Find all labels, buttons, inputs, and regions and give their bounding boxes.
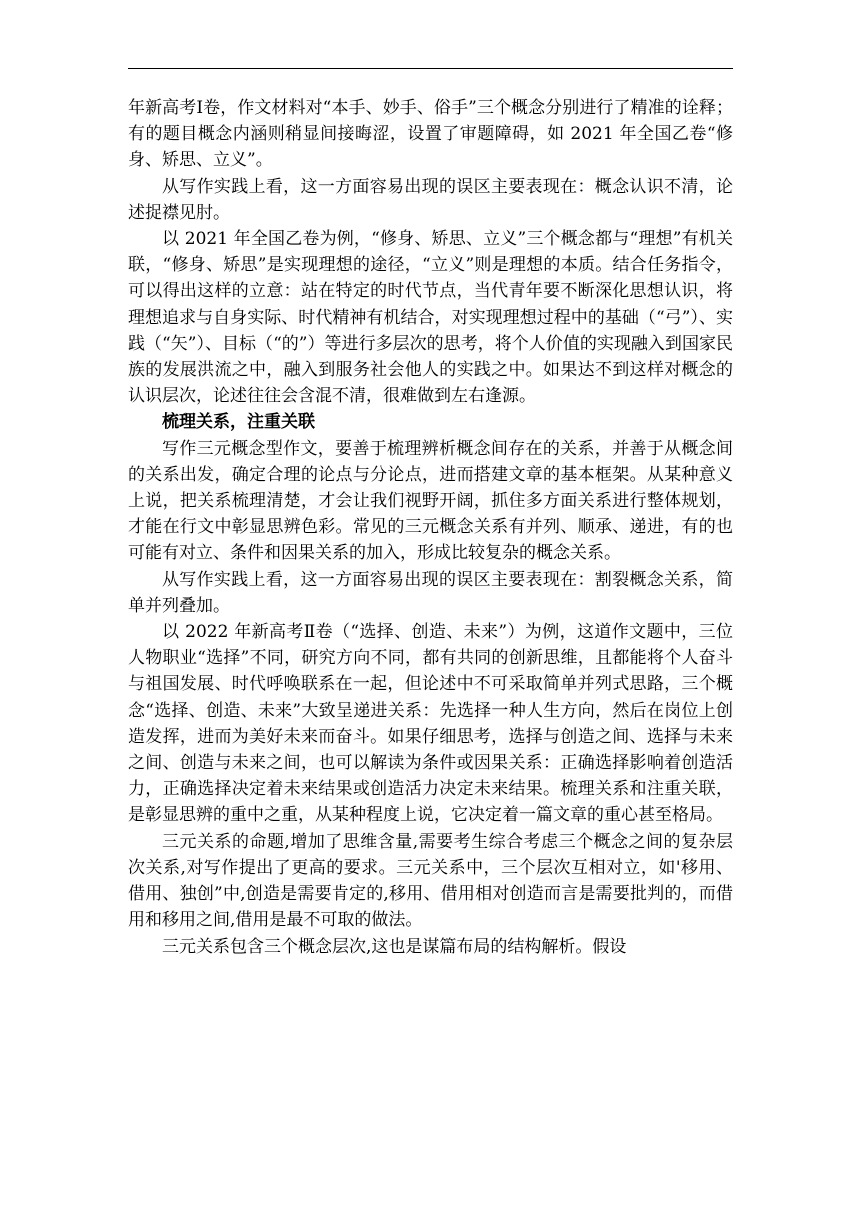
section-heading: 梳理关系，注重关联 [162, 412, 315, 433]
paragraph-structure: 三元关系包含三个概念层次,这也是谋篇布局的结构解析。假设 [162, 936, 627, 957]
header-rule [128, 68, 733, 69]
paragraph-relations: 写作三元概念型作文，要善于梳理辨析概念间存在的关系，并善于从概念间的关系出发，确定合理的论点与分论点，进而搭建文章的基本框架。从某种意义上说，把关系梳理清楚，才会让我们视野开阔，抓住多方面关系进行整体规划，才能在行文中彰显思辨色彩。常见的三元概念关系有并列、顺承、递进，有的也可能有对立、条件和因果关系的加入，形成比较复杂的概念关系。 [128, 438, 733, 564]
paragraph-example-2022: 以 2022 年新高考Ⅱ卷（“选择、创造、未来”）为例，这道作文题中，三位人物职业“选择”不同，研究方向不同，都有共同的创新思维，且都能将个人奋斗与祖国发展、时代呼唤联系在一起，但论述中不可采取简单并列式思路，三个概念“选择、创造、未来”大致呈递进关系：先选择一种人生方向，然后在岗位上创造发挥，进而为美好未来而奋斗。如果仔细思考，选择与创造之间、选择与未来之间、创造与未来之间，也可以解读为条件或因果关系：正确选择影响着创造活力，正确选择决定着未来结果或创造活力决定未来结果。梳理关系和注重关联，是彰显思辨的重中之重，从某种程度上说，它决定着一篇文章的重心甚至格局。 [128, 622, 733, 826]
paragraph-misconception-2: 从写作实践上看，这一方面容易出现的误区主要表现在：割裂概念关系，简单并列叠加。 [128, 569, 733, 616]
paragraph-triple-relation: 三元关系的命题,增加了思维含量,需要考生综合考虑三个概念之间的复杂层次关系,对写作提出了更高的要求。三元关系中，三个层次互相对立，如'移用、借用、独创”中,创造是需要肯定的,移用、借用相对创造而言是需要批判的，而借用和移用之间,借用是最不可取的做法。 [128, 831, 733, 931]
paragraph-example-2021: 以 2021 年全国乙卷为例，“修身、矫思、立义”三个概念都与“理想”有机关联，“修身、矫思”是实现理想的途径，“立义”则是理想的本质。结合任务指令，可以得出这样的立意：站在特定的时代节点，当代青年要不断深化思想认识，将理想追求与自身实际、时代精神有机结合，对实现理想过程中的基础（“弓”）、实践（“矢”）、目标（“的”）等进行多层次的思考，将个人价值的实现融入到国家民族的发展洪流之中，融入到服务社会他人的实践之中。如果达不到这样对概念的认识层次，论述往往会含混不清，很难做到左右逢源。 [128, 229, 733, 407]
document-body [128, 95, 733, 960]
paragraph-continued: 年新高考Ⅰ卷，作文材料对“本手、妙手、俗手”三个概念分别进行了精准的诠释；有的题目概念内涵则稍显间接晦涩，设置了审题障碍，如 2021 年全国乙卷“修身、矫思、立义”。 [128, 98, 733, 171]
paragraph-misconception-1: 从写作实践上看，这一方面容易出现的误区主要表现在：概念认识不清，论述捉襟见肘。 [128, 176, 733, 223]
